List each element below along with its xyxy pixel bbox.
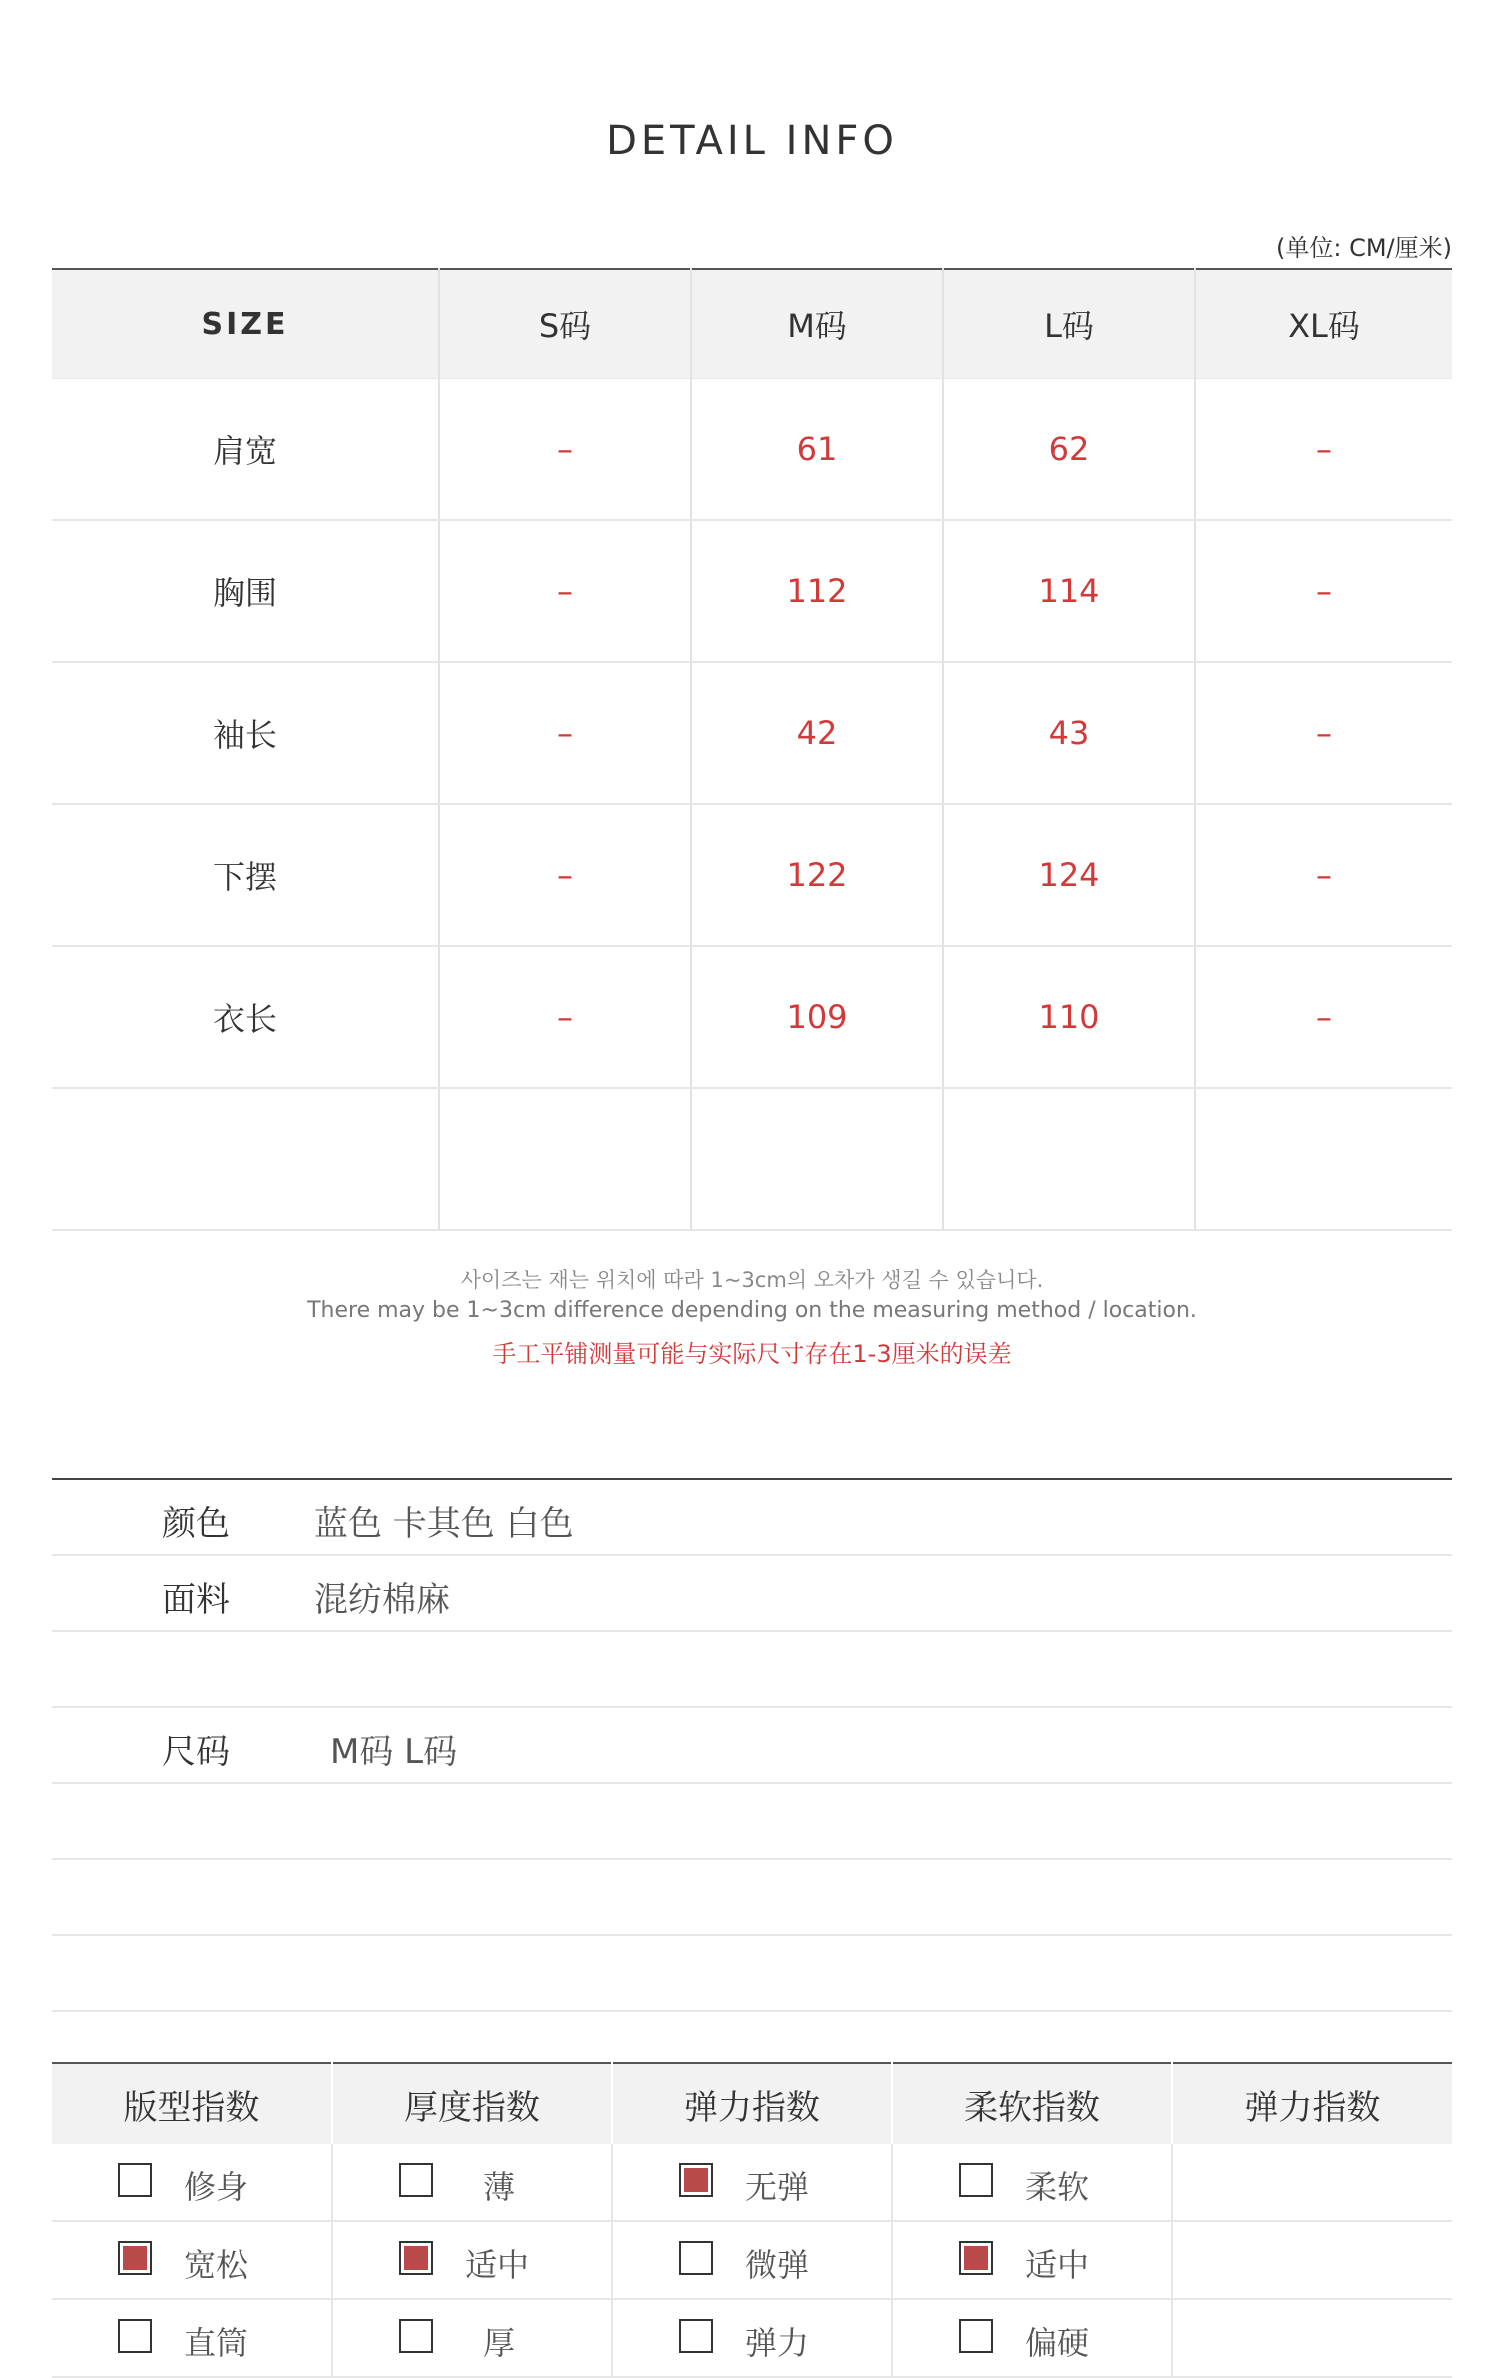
- size-value: M码 L码: [330, 1732, 458, 1772]
- cell-l: 43: [943, 662, 1195, 804]
- unit-label: (单位: CM/厘米): [1276, 234, 1452, 262]
- cell-s: –: [439, 946, 691, 1088]
- option-label: 薄: [483, 2168, 516, 2206]
- page-title: DETAIL INFO: [606, 118, 898, 164]
- cell-xl: –: [1195, 662, 1452, 804]
- index-table-header: [52, 2063, 1452, 2144]
- cell-m: 122: [691, 804, 943, 946]
- fit-option-cell: [52, 2144, 332, 2221]
- header-elasticity-index: 弹力指数: [612, 2063, 892, 2144]
- header-elasticity-index-2: 弹力指数: [1172, 2063, 1452, 2144]
- unchecked-checkbox: [118, 2163, 152, 2197]
- option-label: 适中: [465, 2246, 530, 2284]
- option-label: 偏硬: [1025, 2324, 1090, 2362]
- empty-row: [52, 1632, 1452, 1708]
- checked-checkbox: [679, 2163, 713, 2197]
- table-row: [52, 946, 1452, 1088]
- header-fit-index: 版型指数: [52, 2063, 332, 2144]
- option-label: 无弹: [745, 2168, 810, 2206]
- row-label: [52, 1088, 439, 1230]
- fabric-row: [52, 1556, 1452, 1632]
- fabric-label: 面料: [162, 1580, 230, 1620]
- empty-row: [52, 1936, 1452, 2012]
- color-value: 蓝色 卡其色 白色: [314, 1504, 574, 1544]
- row-label: 衣长: [52, 946, 439, 1088]
- note-chinese: 手工平铺测量可能与实际尺寸存在1-3厘米的误差: [492, 1340, 1012, 1368]
- option-label: 修身: [184, 2168, 249, 2206]
- cell-l: [943, 1088, 1195, 1230]
- elasticity-option-cell: [612, 2144, 892, 2221]
- size-row: [52, 1708, 1452, 1784]
- table-row: [52, 1088, 1452, 1230]
- softness-option-cell: [892, 2221, 1172, 2299]
- cell-s: –: [439, 662, 691, 804]
- empty-cell: [1172, 2299, 1452, 2377]
- checked-checkbox: [959, 2241, 993, 2275]
- cell-l: 110: [943, 946, 1195, 1088]
- size-header-m: M码: [691, 269, 943, 379]
- cell-m: 61: [691, 379, 943, 521]
- unchecked-checkbox: [679, 2319, 713, 2353]
- cell-xl: –: [1195, 520, 1452, 662]
- header-thickness-index: 厚度指数: [332, 2063, 612, 2144]
- color-label: 颜色: [162, 1504, 230, 1544]
- option-label: 微弹: [745, 2246, 810, 2284]
- table-row: [52, 804, 1452, 946]
- softness-option-cell: [892, 2299, 1172, 2377]
- cell-m: [691, 1088, 943, 1230]
- size-header-l: L码: [943, 269, 1195, 379]
- option-label: 厚: [483, 2324, 516, 2362]
- size-header-label: SIZE: [52, 269, 439, 379]
- cell-l: 114: [943, 520, 1195, 662]
- row-label: 肩宽: [52, 379, 439, 521]
- row-label: 胸围: [52, 520, 439, 662]
- cell-l: 124: [943, 804, 1195, 946]
- note-korean: 사이즈는 재는 위치에 따라 1~3cm의 오차가 생길 수 있습니다.: [460, 1268, 1044, 1292]
- color-row: [52, 1480, 1452, 1556]
- cell-m: 109: [691, 946, 943, 1088]
- cell-xl: –: [1195, 804, 1452, 946]
- unchecked-checkbox: [679, 2241, 713, 2275]
- option-label: 弹力: [745, 2324, 810, 2362]
- unchecked-checkbox: [399, 2163, 433, 2197]
- size-header-s: S码: [439, 269, 691, 379]
- unchecked-checkbox: [959, 2163, 993, 2197]
- cell-s: –: [439, 804, 691, 946]
- table-row: [52, 520, 1452, 662]
- row-label: 袖长: [52, 662, 439, 804]
- size-label: 尺码: [162, 1732, 230, 1772]
- elasticity-option-cell: [612, 2299, 892, 2377]
- cell-m: 42: [691, 662, 943, 804]
- checked-checkbox: [399, 2241, 433, 2275]
- index-table: [52, 2062, 1452, 2378]
- size-header-xl: XL码: [1195, 269, 1452, 379]
- option-label: 适中: [1025, 2246, 1090, 2284]
- note-english: There may be 1~3cm difference depending on the measuring method / location.: [307, 1298, 1197, 1323]
- option-label: 直筒: [184, 2324, 249, 2362]
- fabric-value: 混纺棉麻: [314, 1580, 450, 1620]
- elasticity-option-cell: [612, 2221, 892, 2299]
- cell-s: –: [439, 520, 691, 662]
- empty-row: [52, 1784, 1452, 1860]
- table-row: [52, 662, 1452, 804]
- empty-row: [52, 1860, 1452, 1936]
- cell-m: 112: [691, 520, 943, 662]
- thickness-option-cell: [332, 2299, 612, 2377]
- unchecked-checkbox: [118, 2319, 152, 2353]
- softness-option-cell: [892, 2144, 1172, 2221]
- fit-option-cell: [52, 2299, 332, 2377]
- cell-s: –: [439, 379, 691, 521]
- table-row: [52, 2299, 1452, 2377]
- option-label: 宽松: [184, 2246, 249, 2284]
- checked-checkbox: [118, 2241, 152, 2275]
- row-label: 下摆: [52, 804, 439, 946]
- empty-cell: [1172, 2221, 1452, 2299]
- option-label: 柔软: [1025, 2168, 1090, 2206]
- size-table-header: [52, 269, 1452, 379]
- table-row: [52, 379, 1452, 521]
- cell-xl: –: [1195, 946, 1452, 1088]
- table-row: [52, 2144, 1452, 2221]
- cell-s: [439, 1088, 691, 1230]
- empty-cell: [1172, 2144, 1452, 2221]
- fit-option-cell: [52, 2221, 332, 2299]
- table-row: [52, 2221, 1452, 2299]
- cell-xl: –: [1195, 379, 1452, 521]
- cell-l: 62: [943, 379, 1195, 521]
- unchecked-checkbox: [399, 2319, 433, 2353]
- unchecked-checkbox: [959, 2319, 993, 2353]
- size-table: [52, 268, 1452, 1231]
- header-softness-index: 柔软指数: [892, 2063, 1172, 2144]
- thickness-option-cell: [332, 2221, 612, 2299]
- thickness-option-cell: [332, 2144, 612, 2221]
- cell-xl: [1195, 1088, 1452, 1230]
